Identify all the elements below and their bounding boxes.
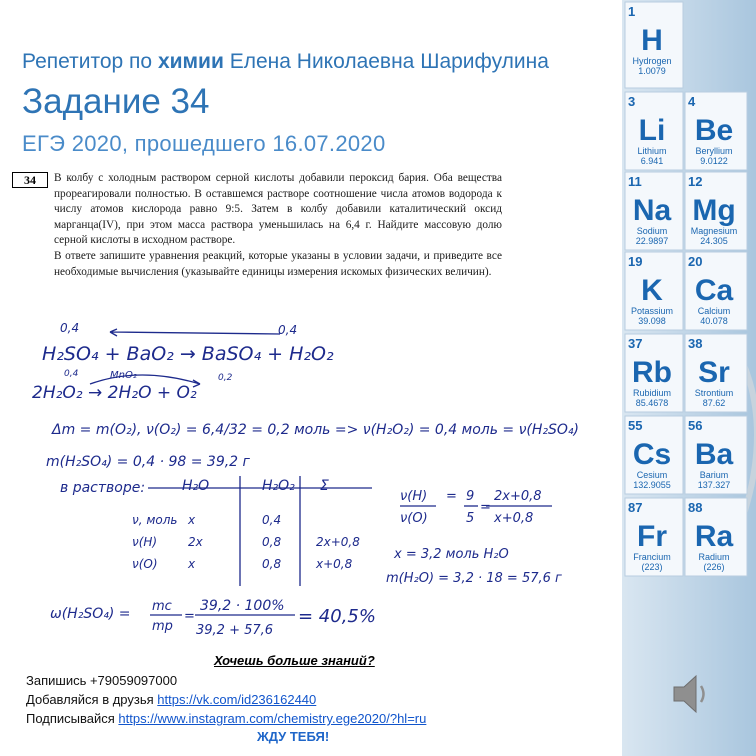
svg-text:132.9055: 132.9055 [633, 480, 671, 490]
svg-text:Ba: Ba [694, 438, 734, 471]
ratio-left-top: ν(H) [400, 489, 428, 504]
svg-text:88: 88 [688, 500, 703, 515]
svg-text:Rb: Rb [632, 356, 672, 389]
svg-text:40.078: 40.078 [700, 316, 728, 326]
table-cell: 0,8 [262, 535, 282, 549]
svg-text:56: 56 [688, 418, 703, 433]
table-cell: 2x+0,8 [316, 535, 360, 549]
table-header-water: H₂O [182, 478, 210, 494]
ratio-right-top: 2x+0,8 [494, 489, 542, 504]
value-top: 39,2 · 100% [200, 598, 285, 614]
svg-text:Lithium: Lithium [637, 146, 667, 156]
ratio-mid-bottom: 5 [466, 511, 475, 526]
svg-text:Fr: Fr [637, 520, 667, 553]
svg-text:20: 20 [688, 254, 703, 269]
ratio-eq-2: = [480, 500, 491, 515]
table-caption: в растворе: [60, 480, 146, 496]
signup-line: Запишись +79059097000 [26, 673, 178, 688]
svg-text:55: 55 [628, 418, 643, 433]
element-tile-ca [685, 252, 747, 330]
svg-text:Barium: Barium [699, 470, 729, 480]
svg-text:Magnesium: Magnesium [690, 226, 738, 236]
svg-text:24.305: 24.305 [700, 236, 728, 246]
svg-text:19: 19 [628, 254, 643, 269]
svg-text:85.4678: 85.4678 [635, 398, 669, 408]
label-0-4-b: 0,4 [278, 323, 298, 337]
svg-text:9.0122: 9.0122 [700, 156, 728, 166]
svg-text:1.0079: 1.0079 [638, 66, 666, 76]
catalyst-label: MnO₂ [110, 370, 137, 381]
label-0-4-c: 0,4 [64, 369, 79, 379]
svg-text:H: H [641, 24, 663, 57]
svg-text:(223): (223) [641, 562, 663, 572]
svg-text:Francium: Francium [633, 552, 671, 562]
svg-text:87.62: 87.62 [702, 398, 726, 408]
task-number-box: 34 [12, 172, 48, 188]
svg-text:Strontium: Strontium [694, 388, 734, 398]
svg-text:39.098: 39.098 [638, 316, 666, 326]
table-cell: x [188, 513, 196, 527]
table-row-label: ν(O) [132, 557, 158, 571]
svg-text:Sodium: Sodium [636, 226, 668, 236]
exam-info: ЕГЭ 2020, прошедшего 16.07.2020 [22, 131, 386, 156]
svg-text:3: 3 [628, 94, 636, 109]
table-header-sum: Σ [320, 478, 329, 494]
periodic-table-image [622, 0, 756, 756]
calc-line-1: Δm = m(O₂), ν(O₂) = 6,4/32 = 0,2 моль => ν(H₂O₂) = 0,4 моль = ν(H₂SO₄) [52, 422, 579, 438]
calc-line-2: m(H₂SO₄) = 0,4 · 98 = 39,2 г [46, 454, 250, 470]
fraction-top: mс [152, 599, 172, 614]
table-cell: 2x [188, 535, 203, 549]
arrow-top [110, 329, 280, 336]
element-tile-be [685, 92, 747, 170]
friends-line: Добавляйся в друзья https://vk.com/id236162440 [26, 692, 317, 707]
ratio-right-bottom: x+0,8 [494, 511, 534, 526]
svg-text:22.9897: 22.9897 [635, 236, 669, 246]
svg-text:Cs: Cs [632, 438, 672, 471]
task-title: Задание 34 [22, 82, 210, 121]
problem-paragraph-2: В ответе запишите уравнения реакций, которые указаны в условии задачи, и приведите все необходимые вычисления (указывайте единицы измерения искомых физических величин). [54, 249, 502, 278]
svg-text:Radium: Radium [698, 552, 730, 562]
element-tile-k [625, 252, 683, 330]
problem-paragraph-1: В колбу с холодным раствором серной кислоты добавили пероксид бария. Оба вещества прореагировали полностью. В оставшемся растворе соотношение числа атомов водорода к числу атомов кислорода равно 9:5. Затем в колбу добавили каталитический оксид марганца(IV), при этом масса раствора уменьшилась на 6,4 г. Найдите массовую долю серной кислоты в исходном растворе. [54, 172, 502, 247]
element-tile-sr [685, 334, 747, 412]
ratio-left-bottom: ν(O) [400, 511, 428, 526]
element-tile-h [625, 2, 683, 88]
svg-text:87: 87 [628, 500, 643, 515]
svg-text:Calcium: Calcium [697, 306, 731, 316]
svg-text:Rubidium: Rubidium [632, 388, 672, 398]
element-tile-fr [625, 498, 683, 576]
svg-text:37: 37 [628, 336, 643, 351]
svg-text:Potassium: Potassium [630, 306, 674, 316]
table-cell: 0,4 [262, 513, 282, 527]
ratio-eq-1: = [446, 489, 457, 504]
element-tile-mg [685, 172, 747, 250]
element-tile-ba [685, 416, 747, 494]
element-tile-na [625, 172, 683, 250]
svg-text:Na: Na [632, 194, 672, 227]
mass-fraction-label: ω(H₂SO₄) = [50, 606, 131, 622]
svg-text:Cesium: Cesium [636, 470, 668, 480]
table-cell: 0,8 [262, 557, 282, 571]
element-tile-rb [625, 334, 683, 412]
value-bottom: 39,2 + 57,6 [196, 623, 274, 638]
equation-1: H₂SO₄ + BaO₂ → BaSO₄ + H₂O₂ [42, 343, 334, 365]
svg-text:Be: Be [694, 114, 734, 147]
element-tile-ra [685, 498, 747, 576]
svg-text:38: 38 [688, 336, 703, 351]
ratio-mid-top: 9 [466, 489, 475, 504]
svg-text:Sr: Sr [698, 356, 730, 389]
svg-text:11: 11 [628, 174, 642, 189]
waiting-text: ЖДУ ТЕБЯ! [257, 729, 330, 744]
handwritten-solution [0, 318, 620, 648]
svg-text:6.941: 6.941 [640, 156, 664, 166]
equation-2: 2H₂O₂ → 2H₂O + O₂ [32, 383, 197, 403]
subscribe-line: Подписывайся https://www.instagram.com/chemistry.ege2020/?hl=ru [26, 711, 427, 726]
table-row-label: ν(H) [132, 535, 158, 549]
svg-text:12: 12 [688, 174, 703, 189]
svg-text:137.327: 137.327 [697, 480, 731, 490]
svg-text:Mg: Mg [692, 194, 736, 227]
table-cell: x [188, 557, 196, 571]
table-row-label: ν, моль [132, 513, 178, 527]
mass-fraction-result: = 40,5% [298, 606, 376, 627]
tutor-title: Репетитор по химии Елена Николаевна Шарифулина [22, 50, 549, 73]
svg-text:(226): (226) [703, 562, 725, 572]
svg-text:Ca: Ca [694, 274, 734, 307]
fraction-bottom: mр [152, 619, 173, 634]
label-0-4-a: 0,4 [60, 321, 80, 335]
svg-text:Hydrogen: Hydrogen [632, 56, 672, 66]
svg-text:1: 1 [628, 4, 636, 19]
speaker-icon[interactable] [670, 672, 712, 716]
water-mass: m(H₂O) = 3,2 · 18 = 57,6 г [386, 571, 562, 586]
vk-link[interactable]: https://vk.com/id236162440 [157, 692, 317, 707]
svg-text:4: 4 [688, 94, 696, 109]
element-tile-cs [625, 416, 683, 494]
table-header-peroxide: H₂O₂ [262, 478, 295, 494]
table-cell: x+0,8 [316, 557, 353, 571]
x-result: x = 3,2 моль H₂O [394, 547, 509, 562]
svg-text:=: = [184, 609, 195, 624]
svg-text:K: K [641, 274, 663, 307]
problem-text [54, 171, 502, 280]
svg-text:Li: Li [638, 114, 666, 147]
more-knowledge-heading: Хочешь больше знаний? [214, 653, 375, 668]
svg-text:Ra: Ra [694, 520, 734, 553]
element-tile-li [625, 92, 683, 170]
svg-text:Beryllium: Beryllium [695, 146, 733, 156]
label-0-2: 0,2 [218, 373, 233, 383]
instagram-link[interactable]: https://www.instagram.com/chemistry.ege2020/?hl=ru [118, 711, 427, 726]
